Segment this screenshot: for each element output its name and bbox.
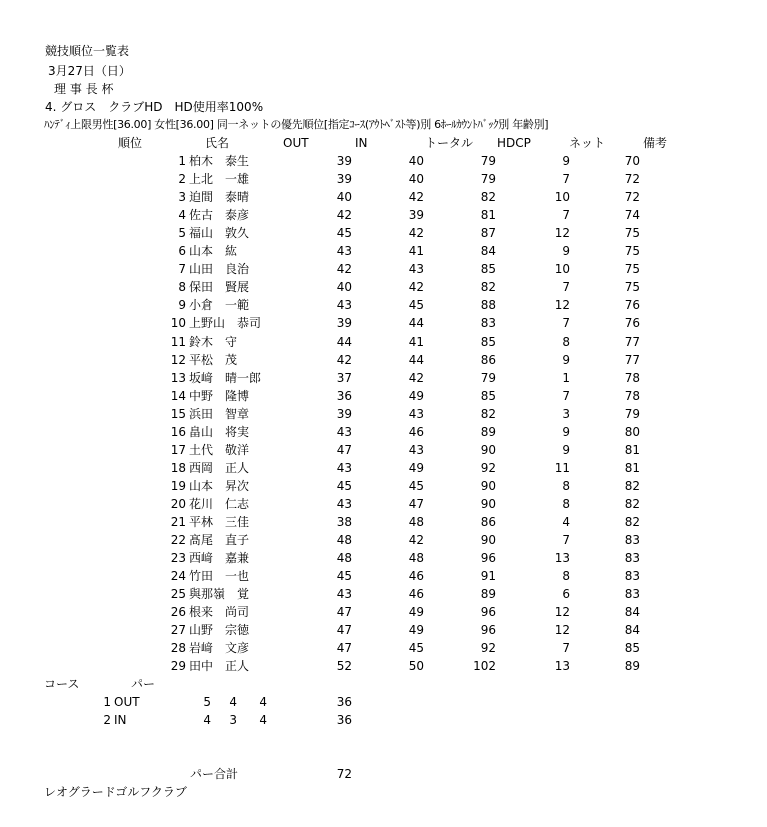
course-par-3: 4 xyxy=(259,695,267,709)
cell-rank: 28 xyxy=(170,641,186,655)
cell-total: 85 xyxy=(480,262,496,276)
par-total-value: 72 xyxy=(336,767,352,781)
rules-line: ﾊﾝﾃﾞｨ上限男性[36.00] 女性[36.00] 同一ネットの優先順位[指定ｺｰｽ(ｱｳﾄﾍﾞｽﾄ等)別 6ﾎｰﾙｶｳﾝﾄﾊﾞｯｸ別 年齢別] xyxy=(44,118,549,131)
course-no: 2 xyxy=(103,713,111,727)
cell-in: 42 xyxy=(408,226,424,240)
cell-total: 96 xyxy=(480,605,496,619)
cell-total: 82 xyxy=(480,407,496,421)
club-name: レオグラードゴルフクラブ xyxy=(44,785,187,799)
cell-net: 82 xyxy=(624,479,640,493)
report-title: 競技順位一覧表 xyxy=(45,44,130,58)
cell-name: 髙尾 直子 xyxy=(189,533,250,547)
cell-rank: 15 xyxy=(170,407,186,421)
cell-total: 87 xyxy=(480,226,496,240)
cell-net: 83 xyxy=(624,569,640,583)
cell-out: 38 xyxy=(336,515,352,529)
cell-out: 42 xyxy=(336,262,352,276)
cell-hdcp: 13 xyxy=(554,659,570,673)
cell-total: 96 xyxy=(480,551,496,565)
cell-total: 85 xyxy=(480,335,496,349)
cell-total: 81 xyxy=(480,208,496,222)
cell-name: 中野 隆博 xyxy=(189,389,250,403)
cell-out: 40 xyxy=(336,280,352,294)
cell-net: 84 xyxy=(624,623,640,637)
cell-net: 78 xyxy=(624,389,640,403)
cell-out: 43 xyxy=(336,425,352,439)
cell-rank: 4 xyxy=(178,208,186,222)
course-name: OUT xyxy=(114,695,140,709)
cell-rank: 19 xyxy=(170,479,186,493)
cell-total: 86 xyxy=(480,515,496,529)
cell-name: 竹田 一也 xyxy=(189,569,250,583)
cell-rank: 22 xyxy=(170,533,186,547)
cell-in: 44 xyxy=(408,316,424,330)
cell-net: 79 xyxy=(624,407,640,421)
cell-rank: 5 xyxy=(178,226,186,240)
cell-total: 82 xyxy=(480,190,496,204)
header-out: OUT xyxy=(283,136,309,150)
cell-hdcp: 4 xyxy=(562,515,570,529)
cell-hdcp: 7 xyxy=(562,172,570,186)
cell-rank: 29 xyxy=(170,659,186,673)
cell-out: 45 xyxy=(336,226,352,240)
cell-rank: 23 xyxy=(170,551,186,565)
cell-rank: 9 xyxy=(178,298,186,312)
course-name: IN xyxy=(114,713,127,727)
cell-hdcp: 6 xyxy=(562,587,570,601)
cell-hdcp: 8 xyxy=(562,497,570,511)
cell-total: 79 xyxy=(480,371,496,385)
cell-rank: 24 xyxy=(170,569,186,583)
cell-in: 42 xyxy=(408,371,424,385)
cell-hdcp: 8 xyxy=(562,335,570,349)
cell-name: 土代 敬洋 xyxy=(189,443,250,457)
cell-in: 40 xyxy=(408,154,424,168)
cell-in: 43 xyxy=(408,262,424,276)
cell-rank: 12 xyxy=(170,353,186,367)
course-par-2: 4 xyxy=(229,695,237,709)
cell-rank: 10 xyxy=(170,316,186,330)
cell-hdcp: 11 xyxy=(554,461,570,475)
header-hdcp: HDCP xyxy=(497,136,531,150)
cell-in: 42 xyxy=(408,280,424,294)
course-no: 1 xyxy=(103,695,111,709)
cell-in: 46 xyxy=(408,587,424,601)
cell-net: 70 xyxy=(624,154,640,168)
cell-net: 89 xyxy=(624,659,640,673)
header-net: ネット xyxy=(569,136,606,150)
cell-rank: 26 xyxy=(170,605,186,619)
cell-name: 柏木 泰生 xyxy=(189,154,250,168)
cell-out: 42 xyxy=(336,353,352,367)
cell-rank: 11 xyxy=(170,335,186,349)
cell-hdcp: 10 xyxy=(554,262,570,276)
cell-net: 75 xyxy=(624,244,640,258)
header-name: 氏名 xyxy=(205,136,230,150)
category-line: 4. グロス クラブHD HD使用率100% xyxy=(45,100,264,114)
cell-in: 45 xyxy=(408,641,424,655)
cell-out: 37 xyxy=(336,371,352,385)
cell-in: 48 xyxy=(408,515,424,529)
cell-rank: 8 xyxy=(178,280,186,294)
cell-net: 83 xyxy=(624,551,640,565)
cell-rank: 13 xyxy=(170,371,186,385)
cell-name: 平松 茂 xyxy=(189,353,238,367)
cell-in: 41 xyxy=(408,244,424,258)
cell-net: 77 xyxy=(624,353,640,367)
cell-name: 福山 敦久 xyxy=(189,226,250,240)
header-rank: 順位 xyxy=(118,136,143,150)
cell-total: 85 xyxy=(480,389,496,403)
cell-name: 西岡 正人 xyxy=(189,461,250,475)
cell-rank: 17 xyxy=(170,443,186,457)
cell-out: 43 xyxy=(336,298,352,312)
cell-name: 平林 三佳 xyxy=(189,515,250,529)
cell-hdcp: 8 xyxy=(562,479,570,493)
cell-out: 40 xyxy=(336,190,352,204)
cell-hdcp: 7 xyxy=(562,389,570,403)
cell-out: 39 xyxy=(336,316,352,330)
cell-total: 92 xyxy=(480,641,496,655)
cell-hdcp: 12 xyxy=(554,298,570,312)
cell-hdcp: 12 xyxy=(554,605,570,619)
cell-name: 田中 正人 xyxy=(189,659,250,673)
cell-net: 84 xyxy=(624,605,640,619)
cell-in: 49 xyxy=(408,461,424,475)
course-par-total: 36 xyxy=(336,713,352,727)
cell-out: 42 xyxy=(336,208,352,222)
cell-total: 88 xyxy=(480,298,496,312)
cell-in: 47 xyxy=(408,497,424,511)
cell-net: 76 xyxy=(624,316,640,330)
cell-in: 45 xyxy=(408,479,424,493)
cell-hdcp: 1 xyxy=(562,371,570,385)
cell-out: 47 xyxy=(336,623,352,637)
cell-net: 76 xyxy=(624,298,640,312)
cell-total: 89 xyxy=(480,425,496,439)
cell-hdcp: 10 xyxy=(554,190,570,204)
cell-rank: 21 xyxy=(170,515,186,529)
cell-total: 89 xyxy=(480,587,496,601)
cell-hdcp: 12 xyxy=(554,623,570,637)
cell-name: 山野 宗徳 xyxy=(189,623,250,637)
cell-in: 43 xyxy=(408,443,424,457)
cell-out: 43 xyxy=(336,461,352,475)
course-par-1: 5 xyxy=(203,695,211,709)
header-in: IN xyxy=(355,136,368,150)
cell-total: 90 xyxy=(480,479,496,493)
cell-rank: 16 xyxy=(170,425,186,439)
cell-in: 43 xyxy=(408,407,424,421)
cell-hdcp: 9 xyxy=(562,244,570,258)
cell-out: 47 xyxy=(336,605,352,619)
cell-name: 畠山 将実 xyxy=(189,425,250,439)
cell-rank: 3 xyxy=(178,190,186,204)
cell-name: 迫間 泰晴 xyxy=(189,190,250,204)
cell-net: 85 xyxy=(624,641,640,655)
header-total: トータル xyxy=(425,136,474,150)
cell-name: 坂﨑 晴一郎 xyxy=(189,371,262,385)
cell-out: 44 xyxy=(336,335,352,349)
cell-in: 41 xyxy=(408,335,424,349)
cell-total: 102 xyxy=(473,659,496,673)
cell-net: 83 xyxy=(624,587,640,601)
cell-out: 45 xyxy=(336,569,352,583)
cell-in: 42 xyxy=(408,533,424,547)
course-par-1: 4 xyxy=(203,713,211,727)
cell-net: 82 xyxy=(624,515,640,529)
cell-out: 36 xyxy=(336,389,352,403)
course-par-3: 4 xyxy=(259,713,267,727)
cell-out: 45 xyxy=(336,479,352,493)
cell-hdcp: 7 xyxy=(562,533,570,547)
cell-in: 49 xyxy=(408,623,424,637)
header-remarks: 備考 xyxy=(643,136,668,150)
cell-name: 花川 仁志 xyxy=(189,497,250,511)
cell-total: 91 xyxy=(480,569,496,583)
cell-in: 48 xyxy=(408,551,424,565)
cell-name: 浜田 智章 xyxy=(189,407,250,421)
cell-hdcp: 12 xyxy=(554,226,570,240)
cell-hdcp: 9 xyxy=(562,353,570,367)
cup-name: 理 事 長 杯 xyxy=(54,82,114,96)
cell-in: 50 xyxy=(408,659,424,673)
cell-name: 山田 良治 xyxy=(189,262,250,276)
cell-hdcp: 7 xyxy=(562,641,570,655)
cell-in: 49 xyxy=(408,605,424,619)
cell-in: 49 xyxy=(408,389,424,403)
cell-out: 43 xyxy=(336,497,352,511)
cell-hdcp: 8 xyxy=(562,569,570,583)
cell-total: 86 xyxy=(480,353,496,367)
cell-name: 佐古 泰彦 xyxy=(189,208,250,222)
cell-name: 保田 賢展 xyxy=(189,280,250,294)
course-par-2: 3 xyxy=(229,713,237,727)
cell-total: 82 xyxy=(480,280,496,294)
cell-in: 42 xyxy=(408,190,424,204)
par-label: パー xyxy=(131,677,156,691)
cell-rank: 27 xyxy=(170,623,186,637)
cell-net: 72 xyxy=(624,172,640,186)
cell-net: 74 xyxy=(624,208,640,222)
cell-net: 81 xyxy=(624,461,640,475)
cell-out: 48 xyxy=(336,551,352,565)
cell-total: 79 xyxy=(480,172,496,186)
cell-out: 43 xyxy=(336,244,352,258)
cell-name: 鈴木 守 xyxy=(189,335,238,349)
cell-name: 山本 昇次 xyxy=(189,479,250,493)
course-par-total: 36 xyxy=(336,695,352,709)
cell-hdcp: 7 xyxy=(562,280,570,294)
cell-name: 根来 尚司 xyxy=(189,605,250,619)
cell-name: 山本 紘 xyxy=(189,244,238,258)
cell-in: 45 xyxy=(408,298,424,312)
cell-in: 46 xyxy=(408,569,424,583)
cell-total: 90 xyxy=(480,497,496,511)
cell-net: 82 xyxy=(624,497,640,511)
cell-net: 75 xyxy=(624,226,640,240)
cell-out: 52 xyxy=(336,659,352,673)
cell-hdcp: 7 xyxy=(562,208,570,222)
cell-rank: 1 xyxy=(178,154,186,168)
cell-net: 78 xyxy=(624,371,640,385)
cell-net: 75 xyxy=(624,280,640,294)
report-date: 3月27日（日） xyxy=(48,64,131,78)
cell-net: 81 xyxy=(624,443,640,457)
cell-rank: 7 xyxy=(178,262,186,276)
cell-net: 72 xyxy=(624,190,640,204)
cell-in: 46 xyxy=(408,425,424,439)
cell-in: 44 xyxy=(408,353,424,367)
cell-total: 79 xyxy=(480,154,496,168)
cell-out: 43 xyxy=(336,587,352,601)
cell-total: 83 xyxy=(480,316,496,330)
cell-out: 39 xyxy=(336,172,352,186)
cell-in: 40 xyxy=(408,172,424,186)
cell-out: 47 xyxy=(336,443,352,457)
cell-name: 西﨑 嘉兼 xyxy=(189,551,250,565)
cell-total: 90 xyxy=(480,443,496,457)
cell-total: 92 xyxy=(480,461,496,475)
cell-rank: 20 xyxy=(170,497,186,511)
cell-rank: 14 xyxy=(170,389,186,403)
cell-total: 96 xyxy=(480,623,496,637)
cell-out: 39 xyxy=(336,407,352,421)
cell-out: 48 xyxy=(336,533,352,547)
course-label: コース xyxy=(44,677,80,691)
cell-name: 小倉 一範 xyxy=(189,298,250,312)
cell-out: 47 xyxy=(336,641,352,655)
cell-rank: 2 xyxy=(178,172,186,186)
cell-name: 上北 一雄 xyxy=(189,172,250,186)
cell-name: 上野山 恭司 xyxy=(189,316,262,330)
par-total-label: パー合計 xyxy=(190,767,239,781)
cell-name: 岩﨑 文彦 xyxy=(189,641,250,655)
cell-hdcp: 3 xyxy=(562,407,570,421)
cell-hdcp: 13 xyxy=(554,551,570,565)
cell-net: 77 xyxy=(624,335,640,349)
cell-hdcp: 9 xyxy=(562,443,570,457)
cell-in: 39 xyxy=(408,208,424,222)
cell-rank: 18 xyxy=(170,461,186,475)
cell-rank: 25 xyxy=(170,587,186,601)
cell-out: 39 xyxy=(336,154,352,168)
cell-total: 90 xyxy=(480,533,496,547)
cell-name: 與那嶺 覚 xyxy=(189,587,250,601)
cell-net: 80 xyxy=(624,425,640,439)
cell-net: 83 xyxy=(624,533,640,547)
cell-net: 75 xyxy=(624,262,640,276)
cell-hdcp: 9 xyxy=(562,425,570,439)
cell-hdcp: 9 xyxy=(562,154,570,168)
cell-rank: 6 xyxy=(178,244,186,258)
cell-total: 84 xyxy=(480,244,496,258)
cell-hdcp: 7 xyxy=(562,316,570,330)
